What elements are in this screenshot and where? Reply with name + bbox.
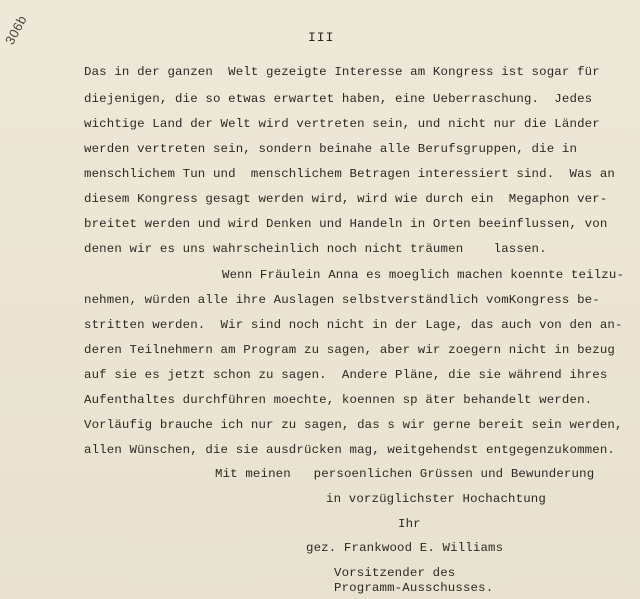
paragraph-2-line-4: deren Teilnehmern am Program zu sagen, aber wir zoegern nicht in bezug [84,343,615,357]
closing-yours: Ihr [398,517,421,531]
page-number: III [308,30,335,45]
paragraph-1-line-4: werden vertreten sein, sondern beinahe alle Berufsgruppen, die in [84,142,578,156]
signature: gez. Frankwood E. Williams [306,541,504,555]
signatory-title-line-1: Vorsitzender des [334,566,456,580]
paragraph-1-line-6: diesem Kongress gesagt werden wird, wird wie durch ein Megaphon ver- [84,192,608,206]
paragraph-2-line-6: Aufenthaltes durchführen moechte, koennen sp äter behandelt werden. [84,393,593,407]
paragraph-2-line-7: Vorläufig brauche ich nur zu sagen, das s wir gerne bereit sein werden, [84,418,623,432]
handwritten-archive-number: 306b [2,12,30,48]
signatory-title-line-2: Programm-Ausschusses. [334,581,494,595]
closing-greeting: Mit meinen persoenlichen Grüssen und Bewunderung [215,467,595,481]
paragraph-1-line-7: breitet werden und wird Denken und Handeln in Orten beeinflussen, von [84,217,608,231]
paragraph-2-line-2: nehmen, würden alle ihre Auslagen selbstverständlich vomKongress be- [84,293,600,307]
closing-regards: in vorzüglichster Hochachtung [326,492,546,506]
paragraph-1-line-2: diejenigen, die so etwas erwartet haben, eine Ueberraschung. Jedes [84,92,593,106]
paragraph-2-line-8: allen Wünschen, die sie ausdrücken mag, weitgehendst entgegenzukommen. [84,443,615,457]
paragraph-1-line-8: denen wir es uns wahrscheinlich noch nicht träumen lassen. [84,242,547,256]
paragraph-1-line-1: Das in der ganzen Welt gezeigte Interesse am Kongress ist sogar für [84,65,600,79]
paragraph-2-line-3: stritten werden. Wir sind noch nicht in der Lage, das auch von den an- [84,318,623,332]
paragraph-1-line-3: wichtige Land der Welt wird vertreten sein, und nicht nur die Länder [84,117,600,131]
paragraph-2-line-1: Wenn Fräulein Anna es moeglich machen koennte teilzu- [222,268,625,282]
paragraph-2-line-5: auf sie es jetzt schon zu sagen. Andere Pläne, die sie während ihres [84,368,608,382]
paragraph-1-line-5: menschlichem Tun und menschlichem Betragen interessiert sind. Was an [84,167,615,181]
